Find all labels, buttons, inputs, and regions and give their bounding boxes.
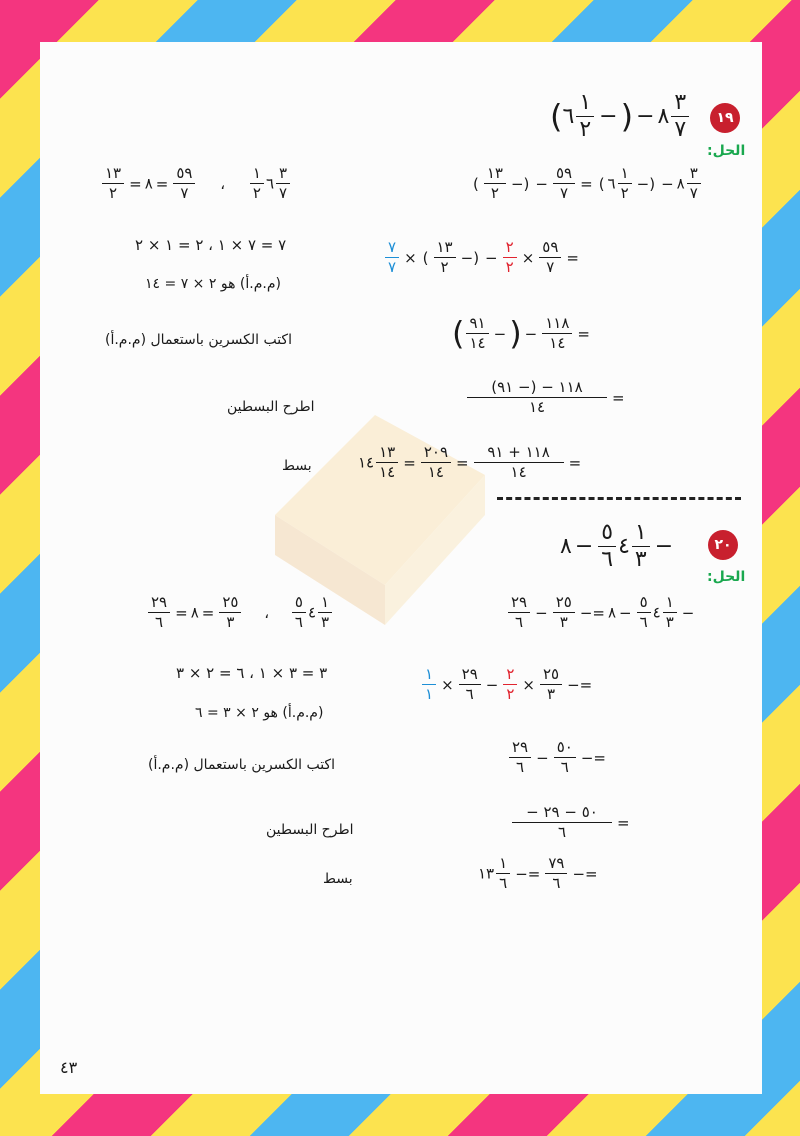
- whole-number: ٦: [562, 104, 575, 129]
- page-number: ٤٣: [60, 1058, 78, 1077]
- problem19-badge: ١٩: [710, 103, 740, 133]
- fraction: $\frac{٣}{٧}$: [671, 92, 689, 141]
- problem20-step4: $\frac{- ٥٠ - ٢٩}{٦}$ =: [510, 805, 633, 840]
- problem19-step1: ( $\frac{١٣}{٢}$ −) − $\frac{٥٩}{٧}$ = ( ٦ $\frac{١}{٢}$ −) − ٨ $\frac{٣}{٧}$: [470, 166, 703, 201]
- problem20-lcm-line2: (م.م.أ) هو ٢ × ٣ = ٦: [195, 705, 324, 721]
- section-divider: [497, 497, 741, 500]
- problem19-expression: (٦ $\frac{١}{٢}$ −) − ٨ $\frac{٣}{٧}$: [550, 92, 691, 141]
- problem20-step1: $\frac{٢٩}{٦}$ − $\frac{٢٥}{٣}$ −= ٤ $\frac{٥}{٦}$ −٨ $\frac{١}{٣}$ −: [506, 595, 697, 630]
- problem20-step3: $\frac{٢٩}{٦}$ − $\frac{٥٠}{٦}$ −=: [507, 740, 609, 775]
- problem19-step4: $\frac{١١٨ - (- ٩١)}{١٤}$ =: [465, 380, 628, 415]
- problem19-note-lcm: اكتب الكسرين باستعمال (م.م.أ): [105, 332, 292, 348]
- problem19-note-simplify: بسط: [282, 458, 312, 474]
- problem20-lcm-line1: ٣ = ٣ × ١ ، ٦ = ٢ × ٣: [176, 664, 328, 682]
- problem20-note-subtract: اطرح البسطين: [266, 822, 354, 838]
- problem20-expression: ٤ $\frac{٥}{٦}$ −٨ $\frac{١}{٣}$ −: [560, 520, 674, 572]
- problem19-step5: ١٤ $\frac{١٣}{١٤}$ = $\frac{٢٠٩}{١٤}$ = $\frac{١١٨ + ٩١}{١٤}$ =: [358, 443, 582, 481]
- problem19-conversions: $\frac{١٣}{٢}$ = ٦ $\frac{١}{٢}$ ، $\frac{٥٩}{٧}$ =٨ $\frac{٣}{٧}$: [100, 166, 292, 201]
- problem20-badge: ٢٠: [708, 530, 738, 560]
- problem20-note-lcm: اكتب الكسرين باستعمال (م.م.أ): [148, 757, 335, 773]
- solution-label: الحل:: [707, 569, 746, 585]
- whole-number: ٨: [657, 104, 670, 129]
- problem19-step2: $\frac{٧}{٧}$ × ( $\frac{١٣}{٢}$ −) − $\frac{٢}{٢}$ × $\frac{٥٩}{٧}$ =: [383, 240, 582, 275]
- problem20-note-simplify: بسط: [323, 871, 353, 887]
- solution-label: الحل:: [707, 143, 746, 159]
- problem20-step5: ١٣ $\frac{١}{٦}$ −= $\frac{٧٩}{٦}$ −=: [478, 854, 598, 892]
- problem19-note-subtract: اطرح البسطين: [227, 399, 315, 415]
- fraction: $\frac{١}{٢}$: [576, 92, 594, 141]
- problem19-lcm-line1: ٧ = ٧ × ١ ، ٢ = ١ × ٢: [135, 236, 287, 254]
- problem20-conversions: $\frac{٢٩}{٦}$ = ٤ $\frac{٥}{٦}$ ، $\frac{٢٥}{٣}$ =٨ $\frac{١}{٣}$: [146, 595, 334, 630]
- problem19-step3: ( $\frac{٩١}{١٤}$ −) − $\frac{١١٨}{١٤}$ =: [452, 314, 590, 353]
- problem20-step2: $\frac{١}{١}$ × $\frac{٢٩}{٦}$ − $\frac{٢}{٢}$ × $\frac{٢٥}{٣}$ −=: [420, 667, 595, 702]
- problem19-lcm-line2: (م.م.أ) هو ٢ × ٧ = ١٤: [145, 276, 281, 292]
